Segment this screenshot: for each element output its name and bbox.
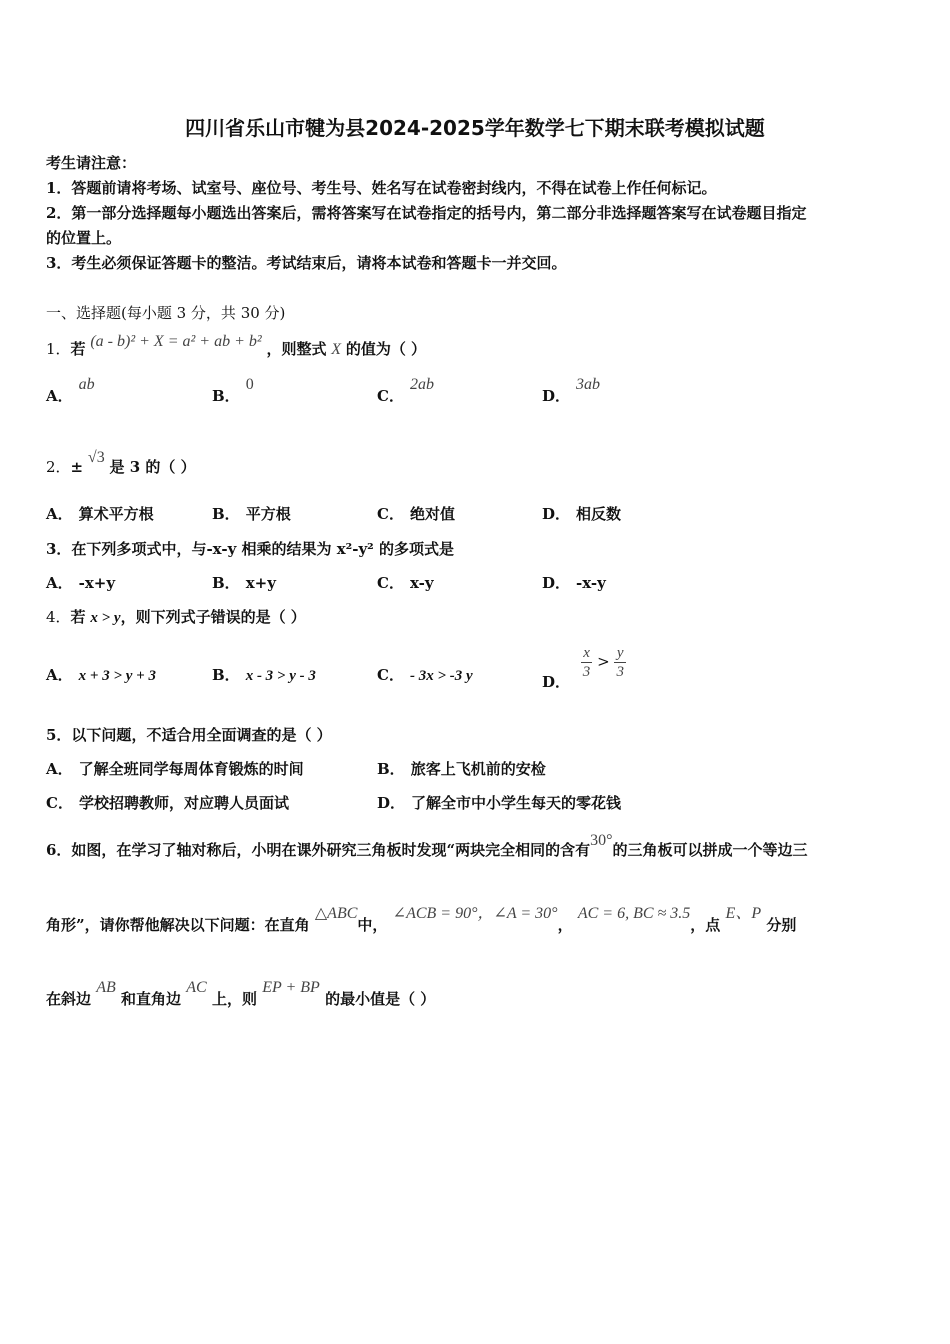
math-expression: ∠ACB = 90°，∠A = 30° bbox=[392, 905, 558, 922]
option-text: -x+y bbox=[78, 574, 116, 592]
notice-item: 2．第一部分选择题每小题选出答案后，需将答案写在试卷指定的括号内，第二部分非选择题答案写在试卷题目指定 bbox=[46, 204, 807, 222]
option-label: C． bbox=[377, 387, 404, 405]
math-expression: AB bbox=[96, 979, 116, 996]
question-text: 6．如图，在学习了轴对称后，小明在课外研究三角板时发现“两块完全相同的含有 bbox=[46, 841, 591, 859]
denominator: 3 bbox=[616, 664, 624, 680]
option-text: - 3x > -3 y bbox=[409, 668, 473, 684]
fraction bbox=[614, 644, 626, 681]
option-b[interactable] bbox=[212, 664, 316, 685]
option-label: D． bbox=[542, 505, 571, 523]
option-text: x-y bbox=[409, 574, 434, 592]
notice-item: 3．考生必须保证答题卡的整洁。考试结束后，请将本试卷和答题卡一并交回。 bbox=[46, 254, 567, 272]
question-text: 和直角边 bbox=[121, 990, 182, 1008]
question-text: ± bbox=[70, 458, 84, 476]
option-b[interactable] bbox=[212, 572, 276, 593]
option-d[interactable] bbox=[542, 503, 621, 524]
question-text: 分别 bbox=[766, 916, 797, 934]
question-text: ，点 bbox=[690, 916, 721, 934]
option-text: 了解全市中小学生每天的零花钱 bbox=[411, 794, 622, 812]
option-label: A． bbox=[46, 387, 73, 405]
section-heading: 一、选择题(每小题 3 分，共 30 分) bbox=[46, 304, 286, 322]
option-text: 绝对值 bbox=[409, 505, 455, 523]
option-text: 旅客上飞机前的安检 bbox=[410, 760, 546, 778]
option-label: A． bbox=[46, 574, 73, 592]
option-label: B． bbox=[212, 574, 240, 592]
option-text: 0 bbox=[245, 376, 254, 393]
fraction bbox=[581, 644, 593, 681]
option-label: D． bbox=[542, 574, 571, 592]
question-text: 中， bbox=[357, 916, 388, 934]
option-c[interactable] bbox=[377, 572, 434, 593]
question-text: 上，则 bbox=[211, 990, 257, 1008]
question-text: 是 3 的（ ） bbox=[109, 458, 196, 476]
option-label: C． bbox=[46, 794, 73, 812]
question-text: 角形”，请你帮他解决以下问题：在直角 bbox=[46, 916, 310, 934]
question-text: ，则下列式子错误的是（ ） bbox=[120, 608, 306, 626]
option-label: D． bbox=[542, 387, 571, 405]
question-text: ， bbox=[557, 916, 573, 934]
option-label: C． bbox=[377, 574, 404, 592]
numerator: y bbox=[614, 644, 626, 663]
math-expression: AC bbox=[186, 979, 207, 996]
option-text: 平方根 bbox=[245, 505, 291, 523]
option-label: A． bbox=[46, 505, 73, 523]
option-text: ab bbox=[78, 376, 95, 393]
math-expression: x > y bbox=[90, 610, 121, 626]
question-text: 的值为（ ） bbox=[345, 340, 427, 358]
option-d[interactable] bbox=[542, 644, 626, 691]
math-expression: EP + BP bbox=[262, 979, 320, 996]
option-label: A． bbox=[46, 760, 73, 778]
option-text: 了解全班同学每周体育锻炼的时间 bbox=[78, 760, 304, 778]
math-expression: AC = 6, BC ≈ 3.5 bbox=[577, 905, 691, 922]
operator: > bbox=[597, 652, 610, 671]
option-text: 2ab bbox=[409, 376, 434, 393]
option-text: 学校招聘教师，对应聘人员面试 bbox=[78, 794, 289, 812]
option-a[interactable] bbox=[46, 572, 115, 593]
option-b[interactable] bbox=[212, 503, 291, 524]
question-3: 3．在下列多项式中，与-x-y 相乘的结果为 x²-y² 的多项式是 bbox=[46, 540, 454, 558]
math-variable: X bbox=[331, 341, 342, 358]
question-6-line-1 bbox=[46, 832, 808, 860]
option-text: -x-y bbox=[576, 574, 606, 592]
question-text: 若 bbox=[70, 608, 86, 626]
option-label: B． bbox=[212, 505, 240, 523]
option-label: A． bbox=[46, 666, 73, 684]
option-c[interactable] bbox=[377, 664, 473, 685]
option-text: 3ab bbox=[576, 376, 601, 393]
option-label: C． bbox=[377, 666, 404, 684]
math-expression: E、P bbox=[725, 905, 762, 922]
option-label: C． bbox=[377, 505, 404, 523]
question-6-line-2 bbox=[46, 905, 797, 935]
notice-heading: 考生请注意： bbox=[46, 154, 137, 172]
question-1 bbox=[46, 333, 427, 359]
option-b[interactable] bbox=[377, 758, 546, 779]
question-text: 若 bbox=[70, 340, 86, 358]
option-d[interactable] bbox=[542, 376, 601, 406]
question-number: 2． bbox=[46, 458, 71, 476]
denominator: 3 bbox=[582, 664, 591, 680]
notice-item: 的位置上。 bbox=[46, 229, 122, 247]
option-a[interactable] bbox=[46, 758, 304, 779]
option-text: x - 3 > y - 3 bbox=[245, 668, 316, 684]
option-c[interactable] bbox=[377, 376, 434, 406]
option-c[interactable] bbox=[46, 792, 289, 813]
option-label: B． bbox=[377, 760, 405, 778]
math-expression: 30° bbox=[590, 832, 613, 849]
option-label: B． bbox=[212, 666, 240, 684]
math-expression: △ABC bbox=[314, 905, 358, 922]
question-number: 1． bbox=[46, 340, 71, 358]
option-label: D． bbox=[542, 672, 571, 691]
option-d[interactable] bbox=[542, 572, 606, 593]
question-5: 5．以下问题，不适合用全面调查的是（ ） bbox=[46, 726, 332, 744]
option-a[interactable] bbox=[46, 503, 154, 524]
option-d[interactable] bbox=[377, 792, 621, 813]
math-expression: (a - b)² + X = a² + ab + b² bbox=[90, 333, 262, 350]
question-4 bbox=[46, 606, 306, 627]
option-text: x+y bbox=[245, 574, 276, 592]
option-a[interactable] bbox=[46, 664, 156, 685]
question-2 bbox=[46, 449, 196, 477]
numerator: x bbox=[581, 644, 593, 663]
notice-item: 1．答题前请将考场、试室号、座位号、考生号、姓名写在试卷密封线内，不得在试卷上作任何标记。 bbox=[46, 179, 717, 197]
option-c[interactable] bbox=[377, 503, 455, 524]
option-text: 相反数 bbox=[576, 505, 622, 523]
option-label: B． bbox=[212, 387, 240, 405]
question-6-line-3 bbox=[46, 979, 436, 1009]
option-text: 算术平方根 bbox=[78, 505, 154, 523]
page-title: 四川省乐山市犍为县2024-2025学年数学七下期末联考模拟试题 bbox=[185, 116, 765, 140]
question-number: 4． bbox=[46, 608, 71, 626]
question-text: 在斜边 bbox=[46, 990, 92, 1008]
option-b[interactable] bbox=[212, 376, 254, 406]
option-label: D． bbox=[377, 794, 406, 812]
option-text: x + 3 > y + 3 bbox=[78, 668, 156, 684]
question-text: 的最小值是（ ） bbox=[325, 990, 436, 1008]
option-a[interactable] bbox=[46, 376, 95, 406]
question-text: ，则整式 bbox=[266, 340, 327, 358]
question-text: 的三角板可以拼成一个等边三 bbox=[612, 841, 808, 859]
sqrt-expression: √3 bbox=[87, 449, 105, 466]
